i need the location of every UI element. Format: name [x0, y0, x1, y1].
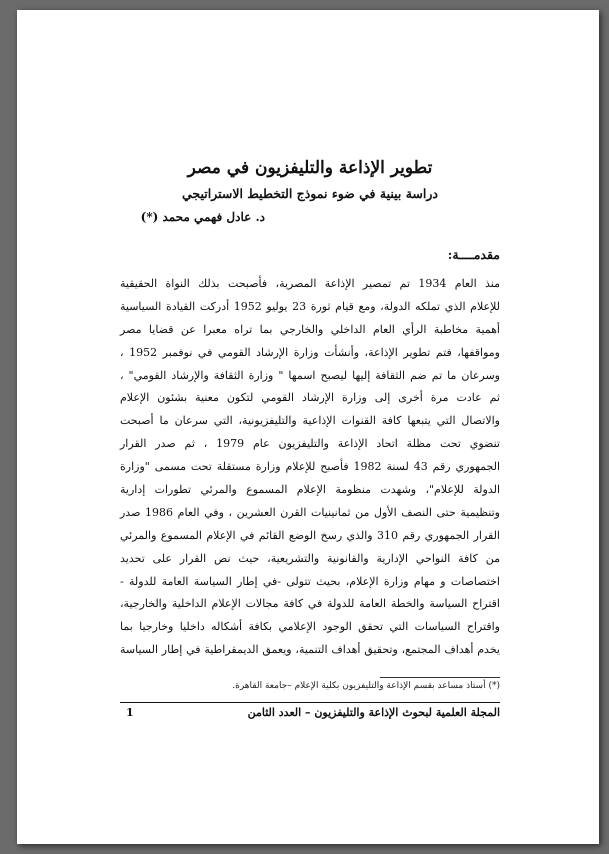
body-line: تنضوي تحت مظلة اتحاد الإذاعة والتليفزيون عام 1979 ، ثم صدر القرار [120, 437, 500, 451]
body-line: واقتراح السياسات التي تحقق الوجود الإعلامي بكافة أشكاله داخليا وخارجيا بما [120, 620, 500, 634]
page-number: 1 [126, 706, 134, 719]
article-title: تطوير الإذاعة والتليفزيون في مصر [187, 158, 433, 178]
body-line: للإعلام الذي تملكه الدولة، ومع قيام ثورة 23 يوليو 1952 أدركت القيادة السياسية [120, 299, 500, 313]
section-heading: مقدمــــة: [447, 247, 500, 262]
body-line: الجمهوري رقم 43 لسنة 1982 فأصبح للإعلام وزارة مستقلة تحت مسمى "وزارة [120, 460, 501, 474]
author-name: د. عادل فهمي محمد (*) [140, 210, 265, 224]
body-line: يخدم أهداف المجتمع، وتحقيق أهداف التنمية، ويعمق الديمقراطية في إطار السياسة [120, 643, 500, 657]
body-line: القرار الجمهوري رقم 310 والذي رسخ الوضع القائم في الإعلام المسموع والمرئي [120, 528, 500, 542]
document-page [17, 10, 599, 844]
body-line: ومواقفها، فتم تطوير الإذاعة، وأنشأت وزارة الإرشاد القومي في نوفمبر 1952 ، [120, 345, 500, 359]
body-line: اختصاصات و مهام وزارة الإعلام، بحيث تتولى -في إطار السياسة العامة للدولة - [120, 574, 500, 588]
body-line: والاتصال التي يتبعها كافة القنوات الإذاعية والتليفزيونية، التي سرعان ما أصبحت [120, 414, 500, 428]
footer-divider [120, 702, 500, 703]
body-line: من كافة النواحي الإدارية والقانونية والتشريعية، حيث نص القرار على تحديد [120, 551, 500, 565]
body-line: وتنظيمية حتى النصف الأول من ثمانينيات القرن العشرين ، وفي العام 1986 صدر [120, 505, 500, 519]
footer-journal-title: المجلة العلمية لبحوث الإذاعة والتليفزيون – العدد الثامن [247, 706, 500, 719]
body-line: ثم عادت مرة أخرى إلى وزارة الإرشاد القومي لتكون معنية بشئون الإعلام [120, 391, 500, 405]
page-content [120, 10, 500, 844]
body-line: أهمية مخاطبة الرأي العام الداخلي والخارجي بما تراه معبرا عن قضايا مصر [120, 322, 500, 336]
footnote: (*) أستاذ مساعد بقسم الإذاعة والتليفزيون بكلية الإعلام –جامعة القاهرة. [232, 681, 500, 691]
body-line: منذ العام 1934 تم تمصير الإذاعة المصرية، فأصبحت بذلك النواة الحقيقية [120, 277, 500, 290]
body-line: اقتراح السياسة والخطة العامة للدولة في كافة مجالات الإعلام الداخلية والخارجية، [120, 597, 500, 611]
body-text [120, 273, 500, 662]
body-line: الدولة للإعلام"، وشهدت منظومة الإعلام المسموع والمرئي تطورات إدارية [120, 483, 500, 497]
body-line: وسرعان ما تم ضم الثقافة إليها ليصبح اسمها " وزارة الثقافة والإرشاد القومي" ، [120, 368, 500, 382]
footnote-divider [380, 677, 500, 678]
article-subtitle: دراسة بينية في ضوء نموذج التخطيط الاستراتيجي [182, 186, 438, 201]
